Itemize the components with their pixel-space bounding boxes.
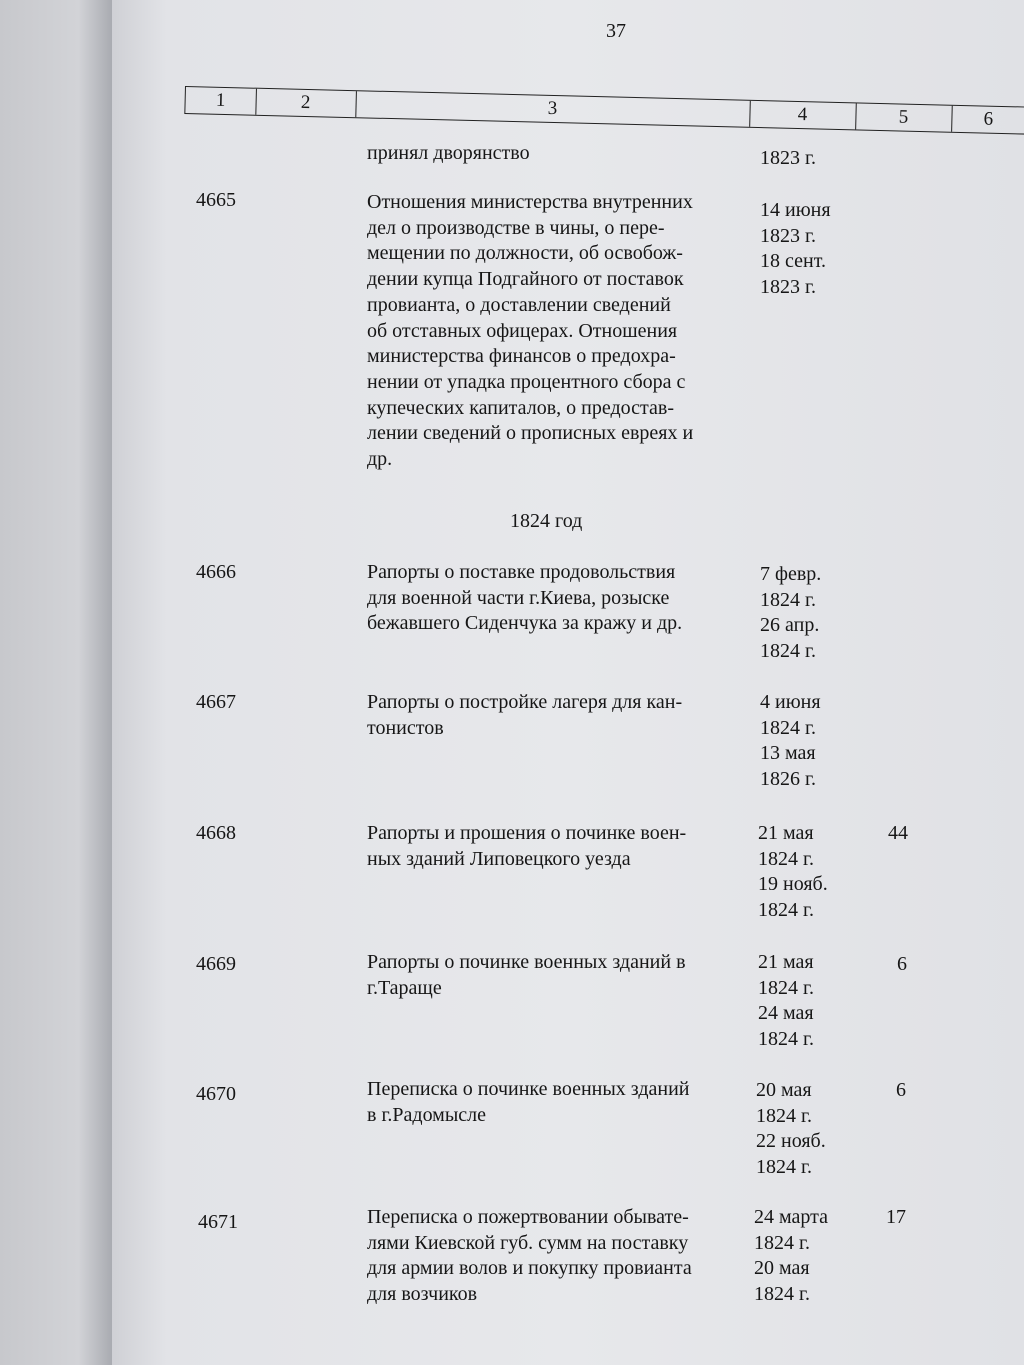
previous-page-edge	[0, 0, 112, 1365]
entry-description: Рапорты о поставке продовольствия для военной части г.Киева, розыске бежавшего Сиденчука за кражу и др.	[367, 561, 683, 635]
column-header-4: 4	[749, 101, 857, 130]
entry-description: Рапорты о починке военных зданий в г.Тараще	[367, 951, 686, 999]
entry-number: 4670	[196, 1083, 236, 1105]
year-heading: 1824 год	[510, 510, 583, 532]
entry-sheets: 6	[896, 1079, 906, 1101]
entry-sheets: 44	[888, 822, 908, 844]
entry-number: 4671	[198, 1211, 238, 1233]
entry-dates: 21 мая 1824 г. 19 нояб. 1824 г.	[758, 822, 828, 922]
entry-dates: 14 июня 1823 г. 18 сент. 1823 г.	[760, 199, 831, 299]
entry-number: 4665	[196, 189, 236, 211]
continuation-description: принял дворянство	[367, 142, 530, 164]
entry-description: Переписка о починке военных зданий в г.Радомысле	[367, 1078, 690, 1126]
entry-description: Переписка о пожертвовании обывате- лями Киевской губ. сумм на поставку для армии волов и покупку провианта для возчиков	[367, 1206, 692, 1306]
entry-description: Отношения министерства внутренних дел о производстве в чины, о пере- мещении по должности, об освобож- дении купца Подгайного от поставок провианта, о доставлении сведений об отставных офицерах. Отношения министерства финансов о предохра- нении от упадка процентного сбора с купеческих капиталов, о предостав- лении сведений о прописных евреях и др.	[367, 191, 694, 471]
column-header-3: 3	[355, 91, 751, 127]
entry-sheets: 17	[886, 1206, 906, 1228]
entry-dates: 7 февр. 1824 г. 26 апр. 1824 г.	[760, 563, 822, 663]
entry-dates: 4 июня 1824 г. 13 мая 1826 г.	[760, 691, 821, 791]
entry-description: Рапорты и прошения о починке воен- ных зданий Липовецкого уезда	[367, 822, 687, 870]
entry-number: 4668	[196, 822, 236, 844]
entry-sheets: 6	[897, 953, 907, 975]
entry-dates: 21 мая 1824 г. 24 мая 1824 г.	[758, 951, 814, 1051]
page-number: 37	[606, 20, 626, 42]
entry-dates: 24 марта 1824 г. 20 мая 1824 г.	[754, 1206, 828, 1306]
column-header-5: 5	[855, 103, 953, 131]
entry-number: 4667	[196, 691, 236, 713]
column-header-6: 6	[983, 108, 994, 130]
entry-number: 4669	[196, 953, 236, 975]
column-header-row	[184, 86, 1024, 135]
document-page	[112, 0, 1024, 1365]
continuation-date: 1823 г.	[760, 147, 816, 169]
entry-dates: 20 мая 1824 г. 22 нояб. 1824 г.	[756, 1079, 826, 1179]
entry-description: Рапорты о постройке лагеря для кан- тонистов	[367, 691, 683, 739]
column-header-1: 1	[185, 87, 257, 115]
entry-number: 4666	[196, 561, 236, 583]
column-header-2: 2	[255, 89, 357, 117]
